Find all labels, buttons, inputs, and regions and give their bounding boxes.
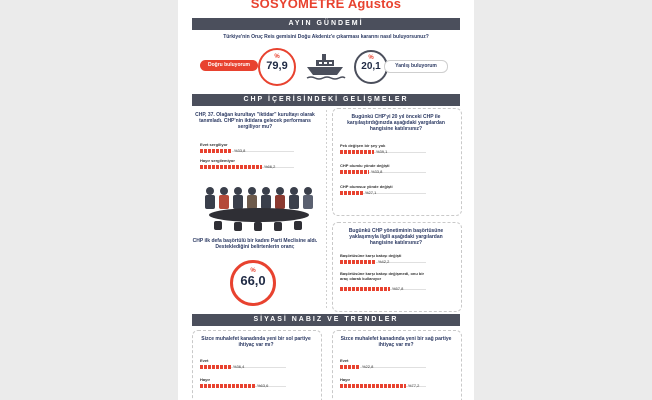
infographic-page [178,0,474,400]
headscarf-percent-value: 66,0 [240,273,266,288]
bar-fill [340,260,376,264]
chp-comparison-bar [340,191,444,195]
bar-fill [340,384,406,388]
agenda-question: Türkiye'nin Oruç Reis gemisini Doğu Akdeniz'e çıkarması kararını nasıl buluyorsunuz? [223,34,429,40]
chp-comparison-option-label: CHP olumlu yönde değişti [340,163,390,168]
chp-comparison-question: Bugünkü CHP'yi 20 yıl önceki CHP ile karşılaştırdığınızda aşağıdaki yargılardan hangisine katılırsınız? [347,114,445,132]
bar-fill [200,384,255,388]
bar-fill [340,365,360,369]
bar-fill [200,165,262,169]
chp-performance-option-label: Hayır sergilemiyor [200,158,235,163]
wrong-percent-circle [354,50,388,84]
wrong-percent-sign: % [368,55,374,61]
bar-fill [340,170,369,174]
correct-label-pill: Doğru buluyorum [200,60,258,71]
chp-comparison-option-label: CHP olumsuz yönde değişti [340,184,393,189]
chp-comparison-bar [340,150,444,154]
bar-value: %66,2 [264,164,276,169]
left-party-option-label: Hayır [200,377,211,382]
bar-value: %22,8 [362,364,374,369]
chp-headscarf-bar [340,287,444,291]
section-band-chp: CHP İÇERİSİNDEKİ GELİŞMELER [192,94,460,106]
chp-headscarf-option-label: Başörtüsüne karşı bakışı değişmedi, onu bir araç olarak kullanıyor [340,271,425,281]
page-title: SOSYOMETRE Ağustos [250,0,402,11]
wrong-percent-value: 20,1 [361,61,381,72]
right-party-bar [340,384,444,388]
chp-comparison-option-label: Pek değişen bir şey yok [340,143,386,148]
bar-fill [200,365,231,369]
chp-headscarf-bar [340,260,444,264]
bar-value: %57,8 [392,286,404,291]
right-party-option-label: Evet [340,358,349,363]
bar-fill [340,287,390,291]
bar-value: %63,6 [257,383,269,388]
bar-value: %77,2 [408,383,420,388]
chp-comparison-bar [340,170,444,174]
chp-performance-question: CHP, 37. Olağan kurultayı "iktidar" kurultayı olarak tanımladı. CHP'nin iktidara gelecek performans sergiliyor mu? [195,112,315,130]
bar-value: %39,1 [376,149,388,154]
headscarf-support-circle [230,260,276,306]
bar-value: %27,1 [365,190,377,195]
chp-performance-bar [200,165,312,169]
bar-value: %33,8 [234,148,246,153]
section-divider [326,110,327,310]
bar-fill [340,150,374,154]
left-party-option-label: Evet [200,358,209,363]
headscarf-percent-sign: % [250,268,256,274]
right-party-option-label: Hayır [340,377,351,382]
correct-percent-value: 79,9 [266,60,288,72]
wrong-label-pill: Yanlış buluyorum [384,60,448,73]
bar-value: %36,4 [233,364,245,369]
left-party-question: Sizce muhalefet kanadında yeni bir sol partiye ihtiyaç var mı? [201,336,311,348]
left-party-bar [200,384,304,388]
left-party-bar [200,365,304,369]
section-band-politics: SİYASİ NABIZ VE TRENDLER [192,314,460,326]
bar-value: %33,8 [371,169,383,174]
meeting-people-icon [200,183,318,231]
right-party-question: Sizce muhalefet kanadında yeni bir sağ partiye ihtiyaç var mı? [340,336,452,348]
headscarf-member-question: CHP ilk defa başörtülü bir kadını Parti Meclisine aldı. Desteklediğini belirtenlerin oranı; [192,238,318,250]
chp-performance-bar [200,149,312,153]
chp-headscarf-question: Bugünkü CHP yönetiminin başörtüsüne yaklaşımıyla ilgili aşağıdaki yargılardan hangisine katılırsınız? [348,228,444,246]
ship-icon [304,52,346,82]
correct-percent-circle [258,48,296,86]
correct-percent-sign: % [274,54,280,60]
chp-headscarf-option-label: Başörtüsüne karşı bakışı değişti [340,253,402,258]
right-party-bar [340,365,444,369]
bar-value: %42,2 [378,259,390,264]
section-band-month: AYIN GÜNDEMİ [192,18,460,30]
bar-fill [200,149,232,153]
bar-fill [340,191,363,195]
chp-performance-option-label: Evet sergiliyor [200,142,228,147]
